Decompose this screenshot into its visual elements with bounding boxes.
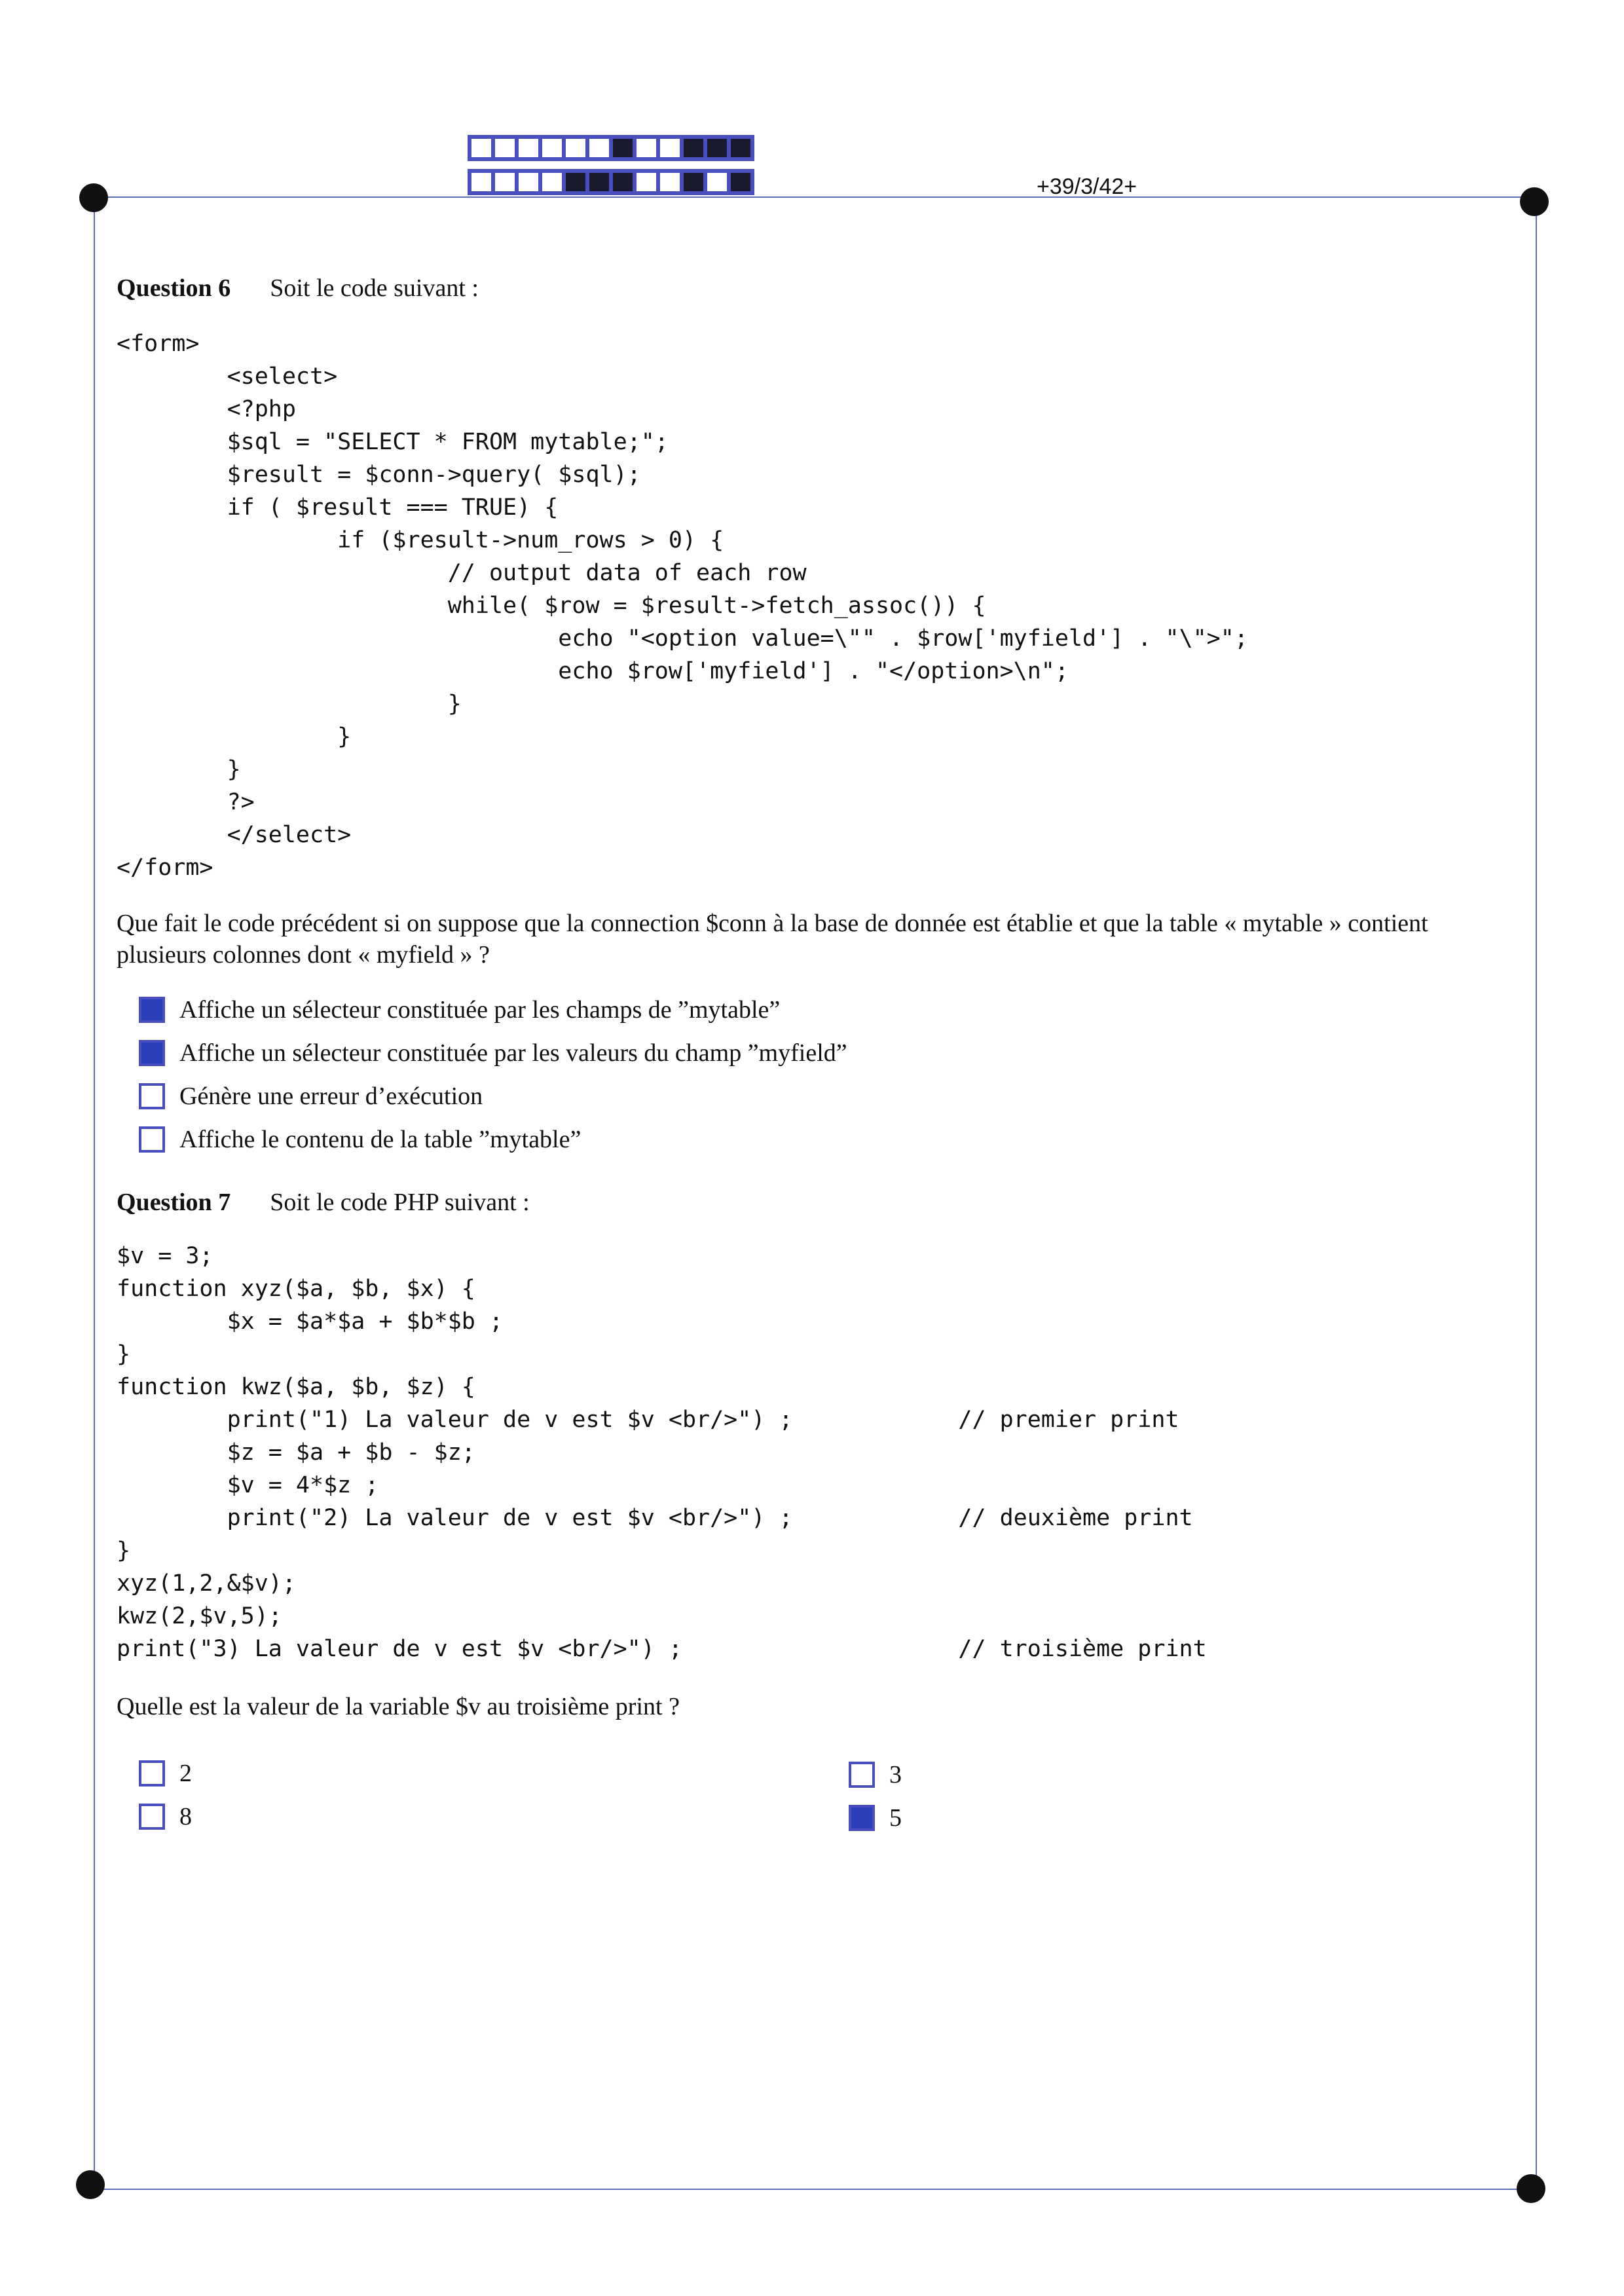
q6-option-3-label: Génère une erreur d’exécution <box>179 1083 483 1110</box>
q6-option-4[interactable] <box>139 1125 581 1154</box>
id-code-cell <box>540 137 564 159</box>
q7-option-3-label: 8 <box>179 1803 192 1830</box>
question-7-label: Question 7 <box>117 1189 231 1216</box>
id-code-cell <box>564 137 587 159</box>
corner-mark-bottom-left <box>76 2170 105 2199</box>
page-id: +39/3/42+ <box>1037 174 1137 199</box>
question-6-prompt: Que fait le code précédent si on suppose que la connection $conn à la base de donnée est établie et que la table « mytable » contient plusieurs colonnes dont « myfield » ? <box>117 910 1428 969</box>
corner-mark-bottom-right <box>1517 2174 1545 2203</box>
q7-option-4[interactable] <box>849 1804 902 1832</box>
q7-option-3[interactable] <box>139 1802 192 1831</box>
id-code-cell <box>658 137 682 159</box>
question-7-prompt: Quelle est la valeur de la variable $v au troisième print ? <box>117 1693 680 1720</box>
q7-option-2-checkbox[interactable] <box>849 1762 875 1788</box>
q6-option-1-checkbox[interactable] <box>139 997 165 1023</box>
id-code-cell <box>729 137 752 159</box>
question-6-intro: Soit le code suivant : <box>270 274 479 302</box>
id-code-cell <box>729 171 752 193</box>
id-code-cell <box>517 171 540 193</box>
question-6-code: <form> <select> <?php $sql = "SELECT * FROM mytable;"; $result = $conn->query( $sql); if ( $result === TRUE) { if ($result->num_rows > 0) { // output data of each row while( $row = $result->fetch_assoc()) { echo "<option value=\"" . $row['myfield'] . "\">"; echo $row['myfield'] . "</option>\n"; } } } ?> </select> </form> <box>117 331 1248 881</box>
id-code-cell <box>564 171 587 193</box>
id-code-cell <box>705 171 729 193</box>
id-code-cell <box>493 171 517 193</box>
id-code-cell <box>705 137 729 159</box>
q6-option-3[interactable] <box>139 1082 483 1111</box>
q6-option-2[interactable] <box>139 1039 847 1067</box>
id-code-cell <box>540 171 564 193</box>
q7-option-4-label: 5 <box>889 1804 902 1832</box>
corner-mark-top-left <box>79 183 108 212</box>
id-code-cell <box>493 137 517 159</box>
id-code-row-1 <box>468 135 754 161</box>
id-code-cell <box>587 171 611 193</box>
id-code-cell <box>611 137 635 159</box>
corner-mark-top-right <box>1520 187 1549 216</box>
q6-option-3-checkbox[interactable] <box>139 1083 165 1109</box>
id-code-cell <box>517 137 540 159</box>
q7-option-1-label: 2 <box>179 1760 192 1787</box>
question-6-header <box>117 274 479 303</box>
id-code-cell <box>470 137 493 159</box>
q7-option-2-label: 3 <box>889 1761 902 1788</box>
question-6-label: Question 6 <box>117 274 231 302</box>
q6-option-1-label: Affiche un sélecteur constituée par les champs de ”mytable” <box>179 996 781 1024</box>
question-7-header <box>117 1188 530 1217</box>
id-code-cell <box>658 171 682 193</box>
id-code-cell <box>611 171 635 193</box>
id-code-cell <box>470 171 493 193</box>
q6-option-4-checkbox[interactable] <box>139 1126 165 1153</box>
q6-option-4-label: Affiche le contenu de la table ”mytable” <box>179 1126 581 1153</box>
q7-option-1[interactable] <box>139 1759 192 1788</box>
question-7-intro: Soit le code PHP suivant : <box>270 1189 530 1216</box>
id-code-cell <box>635 137 658 159</box>
q6-option-1[interactable] <box>139 995 780 1024</box>
id-code-cell <box>587 137 611 159</box>
q7-option-4-checkbox[interactable] <box>849 1805 875 1831</box>
id-code-cell <box>682 137 705 159</box>
q7-option-2[interactable] <box>849 1760 902 1789</box>
q6-option-2-label: Affiche un sélecteur constituée par les valeurs du champ ”myfield” <box>179 1039 847 1067</box>
q7-option-3-checkbox[interactable] <box>139 1804 165 1830</box>
q6-option-2-checkbox[interactable] <box>139 1040 165 1066</box>
id-code-cell <box>635 171 658 193</box>
question-7-code: $v = 3; function xyz($a, $b, $x) { $x = $a*$a + $b*$b ; } function kwz($a, $b, $z) { print("1) La valeur de v est $v <br/>") ; // premier print $z = $a + $b - $z; $v = 4*$z ; print("2) La valeur de v est $v <br/>") ; // deuxième print } xyz(1,2,&$v); kwz(2,$v,5); print("3) La valeur de v est $v <br/>") ; // troisième print <box>117 1243 1207 1662</box>
id-code-cell <box>682 171 705 193</box>
id-code-row-2 <box>468 169 754 195</box>
q7-option-1-checkbox[interactable] <box>139 1760 165 1787</box>
